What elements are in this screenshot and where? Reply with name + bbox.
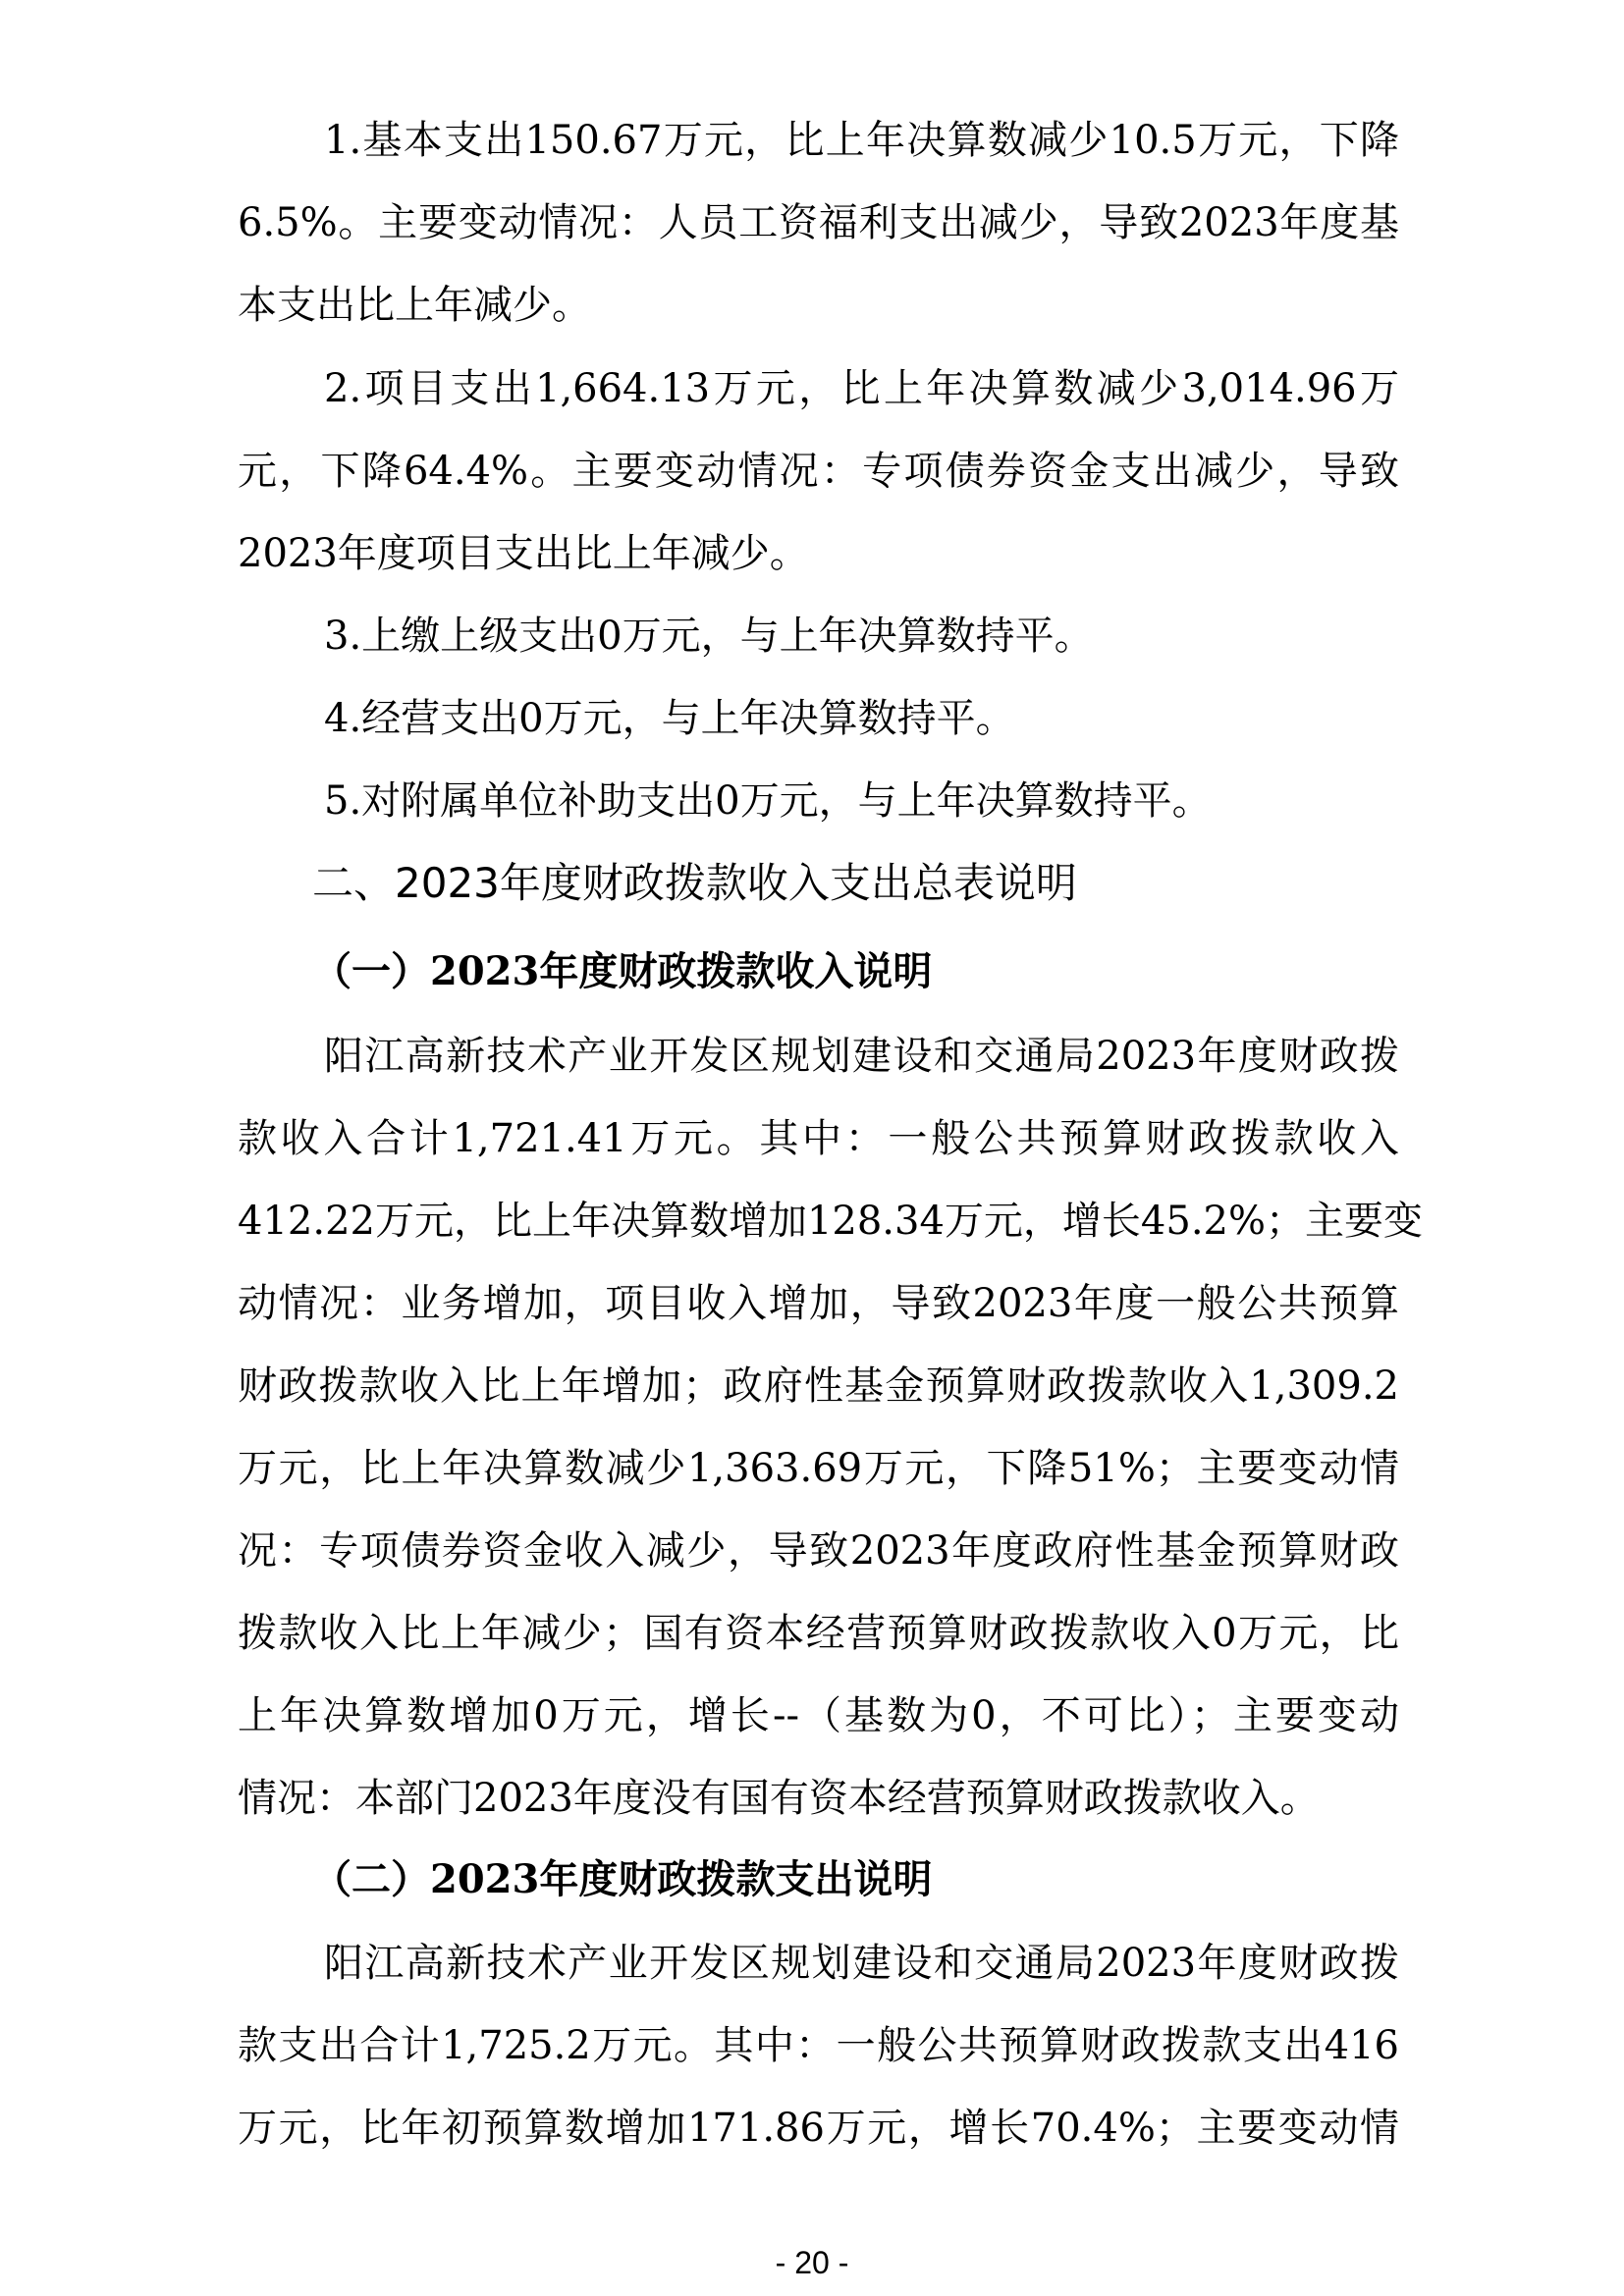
paragraph-line: 款收入合计1,721.41万元。其中：一般公共预算财政拨款收入	[238, 1116, 1399, 1161]
paragraph-line: 4.经营支出0万元，与上年决算数持平。	[324, 696, 1015, 741]
paragraph-line: 6.5%。主要变动情况：人员工资福利支出减少，导致2023年度基	[238, 200, 1399, 245]
paragraph-line: 情况：本部门2023年度没有国有资本经营预算财政拨款收入。	[238, 1776, 1320, 1821]
subsection-heading: （一）2023年度财政拨款收入说明	[312, 948, 933, 994]
paragraph-line: 阳江高新技术产业开发区规划建设和交通局2023年度财政拨	[324, 1034, 1399, 1079]
paragraph-line: 本支出比上年减少。	[238, 283, 591, 328]
paragraph-line: 万元，比上年决算数减少1,363.69万元，下降51%；主要变动情	[238, 1446, 1399, 1491]
page-number: - 20 -	[775, 2245, 849, 2280]
paragraph-line: 2.项目支出1,664.13万元，比上年决算数减少3,014.96万	[324, 366, 1399, 411]
paragraph-line: 5.对附属单位补助支出0万元，与上年决算数持平。	[324, 778, 1212, 824]
paragraph-line: 款支出合计1,725.2万元。其中：一般公共预算财政拨款支出416	[238, 2023, 1399, 2068]
paragraph-line: 上年决算数增加0万元，增长--（基数为0，不可比）；主要变动	[238, 1693, 1399, 1738]
paragraph-line: 412.22万元，比上年决算数增加128.34万元，增长45.2%；主要变	[238, 1199, 1423, 1244]
paragraph-line: 元，下降64.4%。主要变动情况：专项债券资金支出减少，导致	[238, 449, 1399, 494]
paragraph-line: 况：专项债券资金收入减少，导致2023年度政府性基金预算财政	[238, 1528, 1399, 1574]
paragraph-line: 1.基本支出150.67万元，比上年决算数减少10.5万元，下降	[324, 118, 1399, 163]
subsection-heading: （二）2023年度财政拨款支出说明	[312, 1856, 933, 1902]
paragraph-line: 2023年度项目支出比上年减少。	[238, 531, 809, 576]
paragraph-line: 万元，比年初预算数增加171.86万元，增长70.4%；主要变动情	[238, 2106, 1399, 2151]
paragraph-line: 拨款收入比上年减少；国有资本经营预算财政拨款收入0万元，比	[238, 1611, 1399, 1656]
paragraph-line: 3.上缴上级支出0万元，与上年决算数持平。	[324, 614, 1094, 659]
paragraph-line: 财政拨款收入比上年增加；政府性基金预算财政拨款收入1,309.2	[238, 1363, 1399, 1409]
paragraph-line: 阳江高新技术产业开发区规划建设和交通局2023年度财政拨	[324, 1941, 1399, 1986]
paragraph-line: 动情况：业务增加，项目收入增加，导致2023年度一般公共预算	[238, 1281, 1399, 1326]
section-heading: 二、2023年度财政拨款收入支出总表说明	[312, 859, 1077, 907]
